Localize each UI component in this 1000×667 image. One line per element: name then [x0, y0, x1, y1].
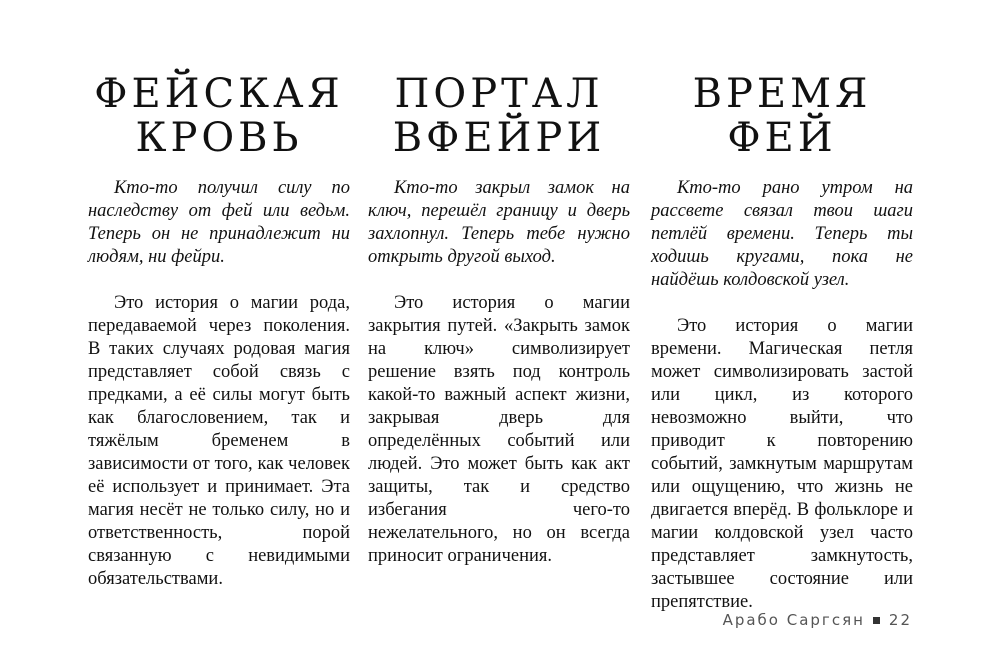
title-line: ВРЕМЯ — [692, 71, 872, 117]
lead-paragraph: Кто-то закрыл замок на ключ, перешёл границу и дверь захлопнул. Теперь тебе нужно открыть другой выход. — [368, 178, 630, 267]
body-paragraph: Это история о магии рода, передаваемой через поколения. В таких случаях родовая магия представляет собой связь с предками, а её силы могут быть как благословением, так и тяжёлым бременем в зависимости от того, как человек её использует и принимает. Эта магия несёт не только силу, но и ответственность, порой связанную с невидимыми обязательствами. — [88, 293, 350, 589]
column-portal — [368, 72, 630, 568]
title-line: ПОРТАЛ — [394, 71, 604, 117]
column-fey-time — [651, 72, 913, 614]
column-fey-blood — [88, 72, 350, 591]
square-separator-icon — [873, 617, 880, 624]
author-name: Арабо Саргсян — [722, 611, 865, 629]
title-line: ВФЕЙРИ — [392, 115, 606, 161]
section-title — [88, 72, 350, 167]
title-line: ФЕЙ — [727, 115, 837, 161]
section-title — [368, 72, 630, 167]
title-line: ФЕЙСКАЯ — [94, 71, 344, 117]
lead-paragraph: Кто-то получил силу по наследству от фей или ведьм. Теперь он не принадлежит ни людям, ни фейри. — [88, 178, 350, 267]
page-number: 22 — [888, 611, 912, 629]
page-footer — [723, 611, 912, 629]
body-paragraph: Это история о магии закрытия путей. «Закрыть замок на ключ» символизирует решение взять под контроль какой-то важный аспект жизни, закрывая дверь для определённых событий или людей. Это может быть как акт защиты, так и средство избегания чего-то нежелательного, но он всегда приносит ограничения. — [368, 293, 630, 566]
section-title — [651, 72, 913, 167]
body-paragraph: Это история о магии времени. Магическая петля может символизировать застой или цикл, из которого невозможно выйти, что приводит к повторению событий, замкнутым маршрутам или ощущению, что жизнь не двигается вперёд. В фольклоре и магии колдовской узел часто представляет замкнутость, застывшее состояние или препятствие. — [651, 316, 913, 612]
lead-paragraph: Кто-то рано утром на рассвете связал твои шаги петлёй времени. Теперь ты ходишь кругами, пока не найдёшь колдовской узел. — [651, 178, 913, 290]
title-line: КРОВЬ — [135, 115, 303, 161]
